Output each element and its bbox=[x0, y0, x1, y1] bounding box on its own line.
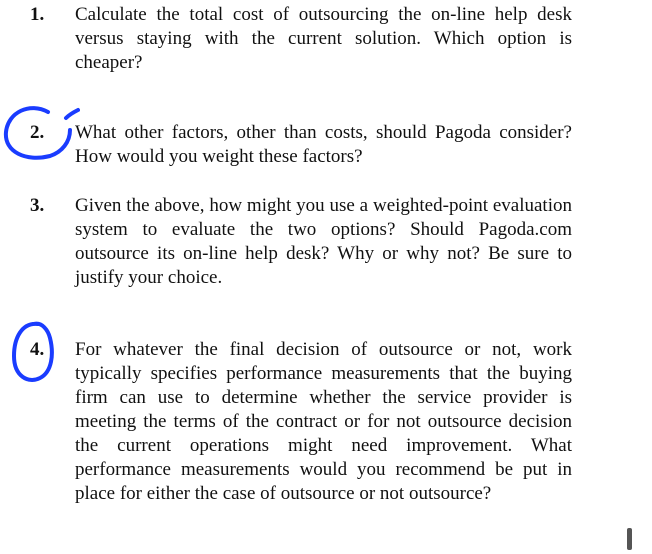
question-text: What other factors, other than costs, should Pagoda consider? How would you weight these factors? bbox=[75, 122, 572, 167]
question-number: 1. bbox=[30, 4, 45, 25]
question-text: Calculate the total cost of outsourcing the on-line help desk versus staying with the current solution. Which option is cheaper? bbox=[75, 4, 572, 73]
question-text: Given the above, how might you use a weighted-point evaluation system to evaluate the two options? Should Pagoda.com outsource its on-line help desk? Why or why not? Be sure to justify your choice. bbox=[75, 195, 572, 288]
question-number: 2. bbox=[30, 122, 45, 143]
question-number: 3. bbox=[30, 195, 45, 216]
question-text: For whatever the final decision of outsource or not, work typically specifies performance measurements that the buying firm can use to determine whether the service provider is meeting the terms of the contract or for not outsource decision the current operations might need improvement. What performance measurements would you recommend be put in place for either the case of outsource or not outsource? bbox=[75, 339, 572, 504]
scroll-indicator[interactable] bbox=[627, 528, 632, 550]
question-number: 4. bbox=[30, 339, 45, 360]
